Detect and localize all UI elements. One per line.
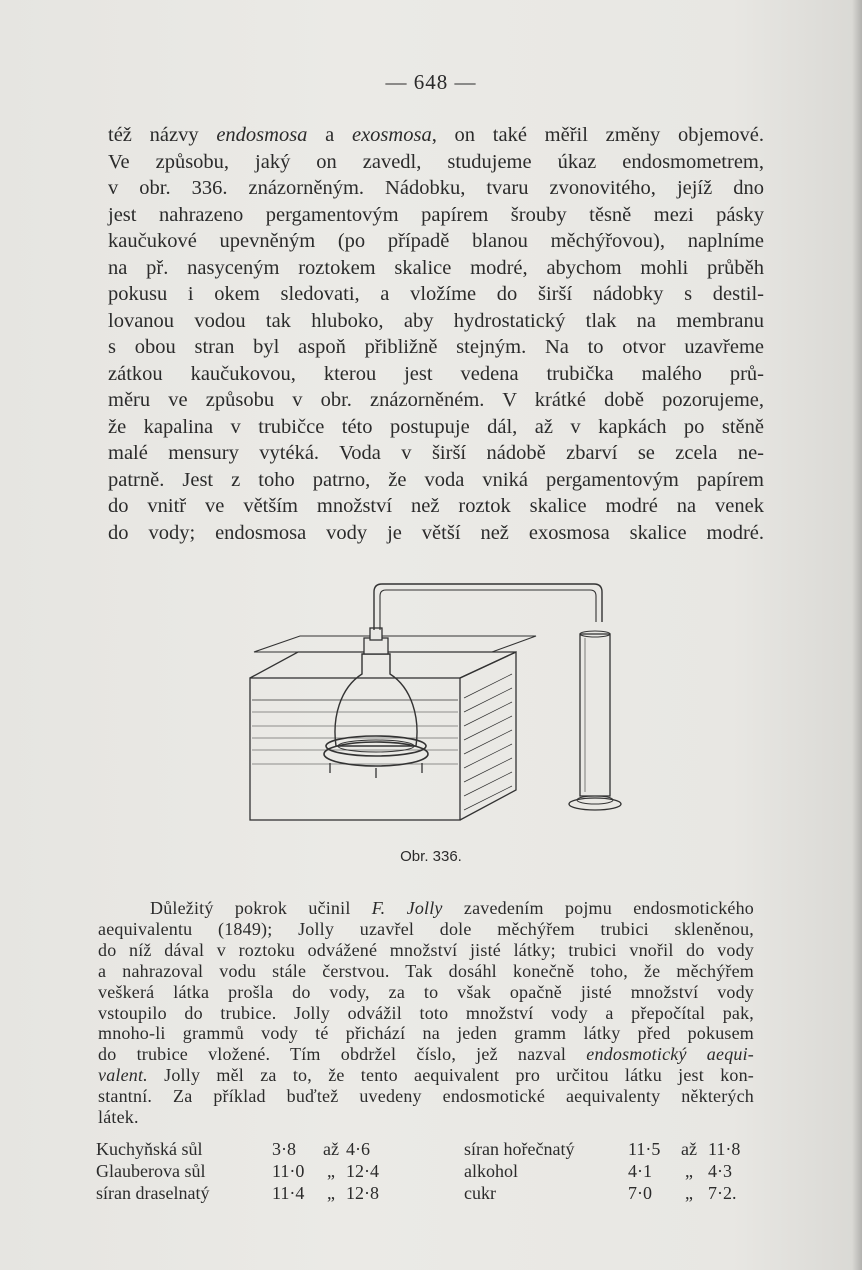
value-min: 11·0	[272, 1161, 305, 1181]
paragraph2-line: a nahrazoval vodu stále čerstvou. Tak dosáhl konečně toho, že měchýřem	[98, 960, 754, 981]
aequivalents-table	[96, 1138, 766, 1204]
italic-term: valent.	[98, 1065, 148, 1086]
paragraph2-line: aequivalentu (1849); Jolly uzavřel dole měchýřem trubici skleněnou,	[98, 918, 754, 939]
paragraph2-line: látek.	[98, 1107, 139, 1128]
paragraph1-line: pokusu i okem sledovati, a vložíme do širší nádobky s destil-	[108, 283, 764, 305]
paragraph2-line: do trubice vložené. Tím obdržel číslo, jež nazval endosmotický aequi-	[98, 1044, 754, 1065]
value-min: 4·1	[628, 1161, 652, 1181]
substance-name: síran draselnatý	[96, 1183, 210, 1203]
paragraph2-line: stantní. Za příklad buďtež uvedeny endosmotické aequivalenty některých	[98, 1086, 754, 1107]
substance-name: cukr	[464, 1183, 496, 1203]
paragraph2-line: vstoupilo do trubice. Jolly odvážil toto množství vody a přepočítal pak,	[98, 1002, 754, 1023]
paragraph1-line: do vody; endosmosa vody je větší než exosmosa skalice modré.	[108, 521, 764, 544]
paragraph2-line: do níž dával v roztoku odvážené množství jisté látky; trubici vnořil do vody	[98, 939, 754, 960]
paragraph1-line: že kapalina v trubičce této postupuje dál, až v kapkách po stěně	[108, 415, 764, 438]
paragraph2-line: mnoho-li grammů vody té přichází na jeden gramm látky před pokusem	[98, 1023, 754, 1044]
value-max: 11·8	[708, 1139, 741, 1159]
paragraph1-line: do vnitř ve větším množství než roztok skalice modré na venek	[108, 495, 764, 517]
figure-caption: Obr. 336.	[400, 848, 462, 865]
paragraph1-line: s obou stran byl aspoň přibližně stejným. Na to otvor uzavřeme	[108, 336, 764, 358]
paragraph1-line: jest nahrazeno pergamentovým papírem šrouby těsně mezi pásky	[108, 203, 764, 226]
value-max: 7·2.	[708, 1183, 737, 1203]
table-row	[96, 1138, 766, 1160]
range-separator: „	[685, 1161, 693, 1181]
paragraph2-line: veškerá látka prošla do vody, za to však opačně jisté množství vody	[98, 981, 754, 1002]
substance-name: alkohol	[464, 1161, 518, 1181]
paragraph1-line: patrně. Jest z toho patrno, že voda vniká pergamentovým papírem	[108, 468, 764, 491]
page-number: — 648 —	[385, 70, 477, 94]
paragraph1-line: též názvy endosmosa a exosmosa, on také měřil změny objemové.	[108, 124, 764, 146]
paragraph-endosmosis	[108, 122, 764, 546]
paragraph-jolly	[98, 898, 754, 1128]
paragraph1-line: kaučukové upevněným (po případě blanou měchýřovou), naplníme	[108, 230, 764, 252]
range-separator: „	[327, 1183, 335, 1203]
figure-endosmometer-illustration	[240, 578, 630, 828]
paragraph1-line: zátkou kaučukovou, kterou jest vedena trubička malého prů-	[108, 362, 764, 385]
value-min: 11·5	[628, 1139, 661, 1159]
paragraph1-line: lovanou vodou tak hluboko, aby hydrostatický tlak na membranu	[108, 309, 764, 332]
substance-name: Kuchyňská sůl	[96, 1139, 203, 1159]
paragraph1-line: v obr. 336. znázorněným. Nádobku, tvaru zvonovitého, jejíž dno	[108, 177, 764, 199]
value-min: 11·4	[272, 1183, 305, 1203]
value-max: 4·3	[708, 1161, 732, 1181]
paragraph1-line: měru ve způsobu v obr. znázorněném. V krátké době pozorujeme,	[108, 389, 764, 411]
italic-term: exosmosa	[351, 124, 432, 146]
value-min: 7·0	[628, 1183, 652, 1203]
paragraph1-line: Ve způsobu, jaký on zavedl, studujeme úkaz endosmometrem,	[108, 150, 764, 173]
paragraph1-line: malé mensury vytéká. Voda v širší nádobě zbarví se zcela ne-	[108, 442, 764, 464]
paragraph2-line: Důležitý pokrok učinil F. Jolly zavedením pojmu endosmotického	[150, 898, 754, 918]
italic-term: F. Jolly	[371, 898, 443, 918]
value-max: 4·6	[346, 1139, 370, 1159]
substance-name: Glauberova sůl	[96, 1161, 206, 1181]
page-edge-shadow	[852, 0, 862, 1270]
table-row	[96, 1160, 766, 1182]
paragraph1-line: na př. nasyceným roztokem skalice modré, abychom mohli průběh	[108, 256, 764, 279]
value-max: 12·4	[346, 1161, 379, 1181]
table-row	[96, 1182, 766, 1204]
substance-name: síran hořečnatý	[464, 1139, 575, 1159]
range-separator: „	[327, 1161, 335, 1181]
paragraph2-line: valent. Jolly měl za to, že tento aequivalent pro určitou látku jest kon-	[98, 1065, 754, 1086]
italic-term: endosmotický aequi-	[586, 1044, 754, 1065]
italic-term: endosmosa	[216, 124, 308, 146]
range-separator: až	[323, 1139, 339, 1159]
value-max: 12·8	[346, 1183, 379, 1203]
value-min: 3·8	[272, 1139, 296, 1159]
range-separator: až	[681, 1139, 697, 1159]
range-separator: „	[685, 1183, 693, 1203]
